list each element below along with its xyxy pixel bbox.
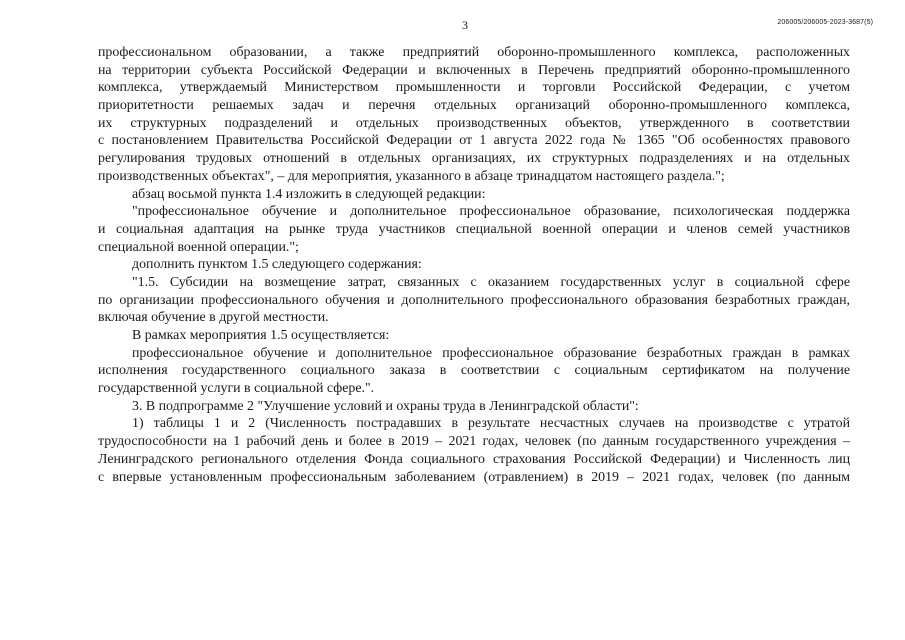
document-code: 206005/206005-2023-3687(5) [777,19,873,26]
text-line-content: включая обучение в другой местности. [98,310,329,326]
text-line-content: В рамках мероприятия 1.5 осуществляется: [132,328,390,343]
text-line [98,44,850,62]
text-line [98,309,850,327]
text-line-content: с впервые установленным профессиональным заболеванием (отравлением) в 2019 – 2021 годах, человек (по данным [98,469,850,485]
text-line-content: трудоспособности на 1 рабочий день и более в 2019 – 2021 годах, человек (по данным государственного учреждения – [98,434,850,450]
text-line-content: исполнения государственного социального заказа в соответствии с социальным сертификатом на получение [98,363,850,379]
text-line [98,239,850,257]
text-line [98,132,850,150]
page-number: 3 [462,18,468,32]
text-line [98,256,850,274]
text-line [98,398,850,416]
text-line-content: на территории субъекта Российской Федерации и включенных в Перечень предприятий оборонно-промышленного [98,62,850,78]
text-line [98,292,850,310]
text-line [98,362,850,380]
text-line-content: с постановлением Правительства Российской Федерации от 1 августа 2022 года № 1365 "Об особенностях правового [98,133,850,149]
text-line-content: "1.5. Субсидии на возмещение затрат, связанных с оказанием государственных услуг в социальной сфере [132,274,850,290]
text-line [98,150,850,168]
text-line-content: специальной военной операции."; [98,239,299,255]
text-line-content: приоритетности решаемых задач и перечня отдельных организаций оборонно-промышленного комплекса, [98,98,850,114]
text-line [98,433,850,451]
text-line [98,168,850,186]
text-line-content: 1) таблицы 1 и 2 (Численность пострадавших в результате несчастных случаев на производстве с утратой [132,416,850,432]
text-line-content: Ленинградского регионального отделения Фонда социального страхования Российской Федерации) и Численность лиц [98,451,850,467]
text-line-content: и социальная адаптация на рынке труда участников специальной военной операции и членов семей участников [98,221,850,237]
text-line [98,415,850,433]
text-line [98,345,850,363]
text-line [98,451,850,469]
text-line [98,274,850,292]
text-line-content: их структурных подразделений и отдельных производственных объектов, утвержденного в соответствии [98,115,850,131]
text-line [98,186,850,204]
text-line-content: профессиональном образовании, а также предприятий оборонно-промышленного комплекса, расположенных [98,45,850,60]
text-line [98,380,850,398]
text-line [98,203,850,221]
text-line [98,97,850,115]
text-line-content: 3. В подпрограмме 2 "Улучшение условий и охраны труда в Ленинградской области": [132,398,639,414]
text-line-content: по организации профессионального обучения и дополнительного профессионального образования безработных граждан, [98,292,850,308]
text-line-content: абзац восьмой пункта 1.4 изложить в следующей редакции: [132,186,486,202]
text-line-content: комплекса, утверждаемый Министерством промышленности и торговли Российской Федерации, с учетом [98,80,850,96]
text-line-content: производственных объектах", – для мероприятия, указанного в абзаце тринадцатом настоящего раздела."; [98,168,725,184]
text-line-content: регулирования трудовых отношений в отдельных организациях, их структурных подразделениях и на отдельных [98,151,850,167]
text-line-content: государственной услуги в социальной сфере.". [98,381,375,397]
text-line [98,79,850,97]
text-line [98,469,850,487]
text-line-content: дополнить пунктом 1.5 следующего содержания: [132,257,422,273]
text-line [98,62,850,80]
text-line [98,115,850,133]
text-line-content: профессиональное обучение и дополнительное профессиональное образование безработных граждан в рамках [132,345,850,361]
document-body [98,44,850,486]
text-line [98,221,850,239]
text-line-content: "профессиональное обучение и дополнительное профессиональное образование, психологическая поддержка [132,204,850,220]
text-line [98,327,850,345]
